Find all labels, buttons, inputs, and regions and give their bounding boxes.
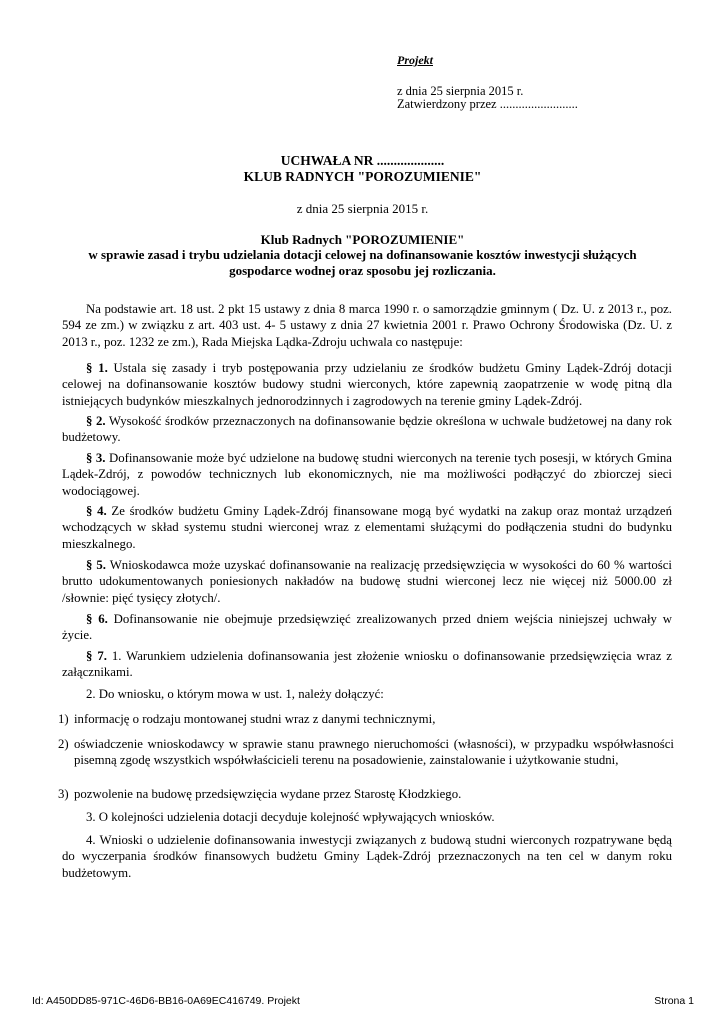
paragraph-symbol: § 6. [86, 612, 108, 626]
list-text: oświadczenie wnioskodawcy w sprawie stanu prawnego nieruchomości (własności), w przypadku współwłasności pisemną zgodę wszystkich współwłaścicieli terenu na posadowienie, zainstalowanie i użytkowanie studni, [74, 737, 674, 768]
paragraph-symbol: § 4. [86, 504, 107, 518]
resolution-number: UCHWAŁA NR .................... [280, 153, 445, 168]
paragraph-text: Dofinansowanie może być udzielone na budowę studni wierconych na terenie tych posesji, w których Gmina Lądek-Zdrój, z powodów technicznych lub ekonomicznych, nie ma możliwości podłączyć do zbiorczej sieci wodociągowej. [62, 451, 672, 498]
resolution-date: z dnia 25 sierpnia 2015 r. [296, 201, 429, 216]
resolution-subject [40, 247, 685, 278]
club-title: Klub Radnych "POROZUMIENIE" [260, 232, 465, 247]
header-approved: Zatwierdzony przez ......................... [397, 97, 578, 111]
list-number: 1) [58, 712, 69, 726]
list-number: 2) [58, 737, 69, 751]
paragraph-4 [62, 503, 672, 552]
paragraph-7 [62, 648, 672, 681]
paragraph-text: Wnioskodawca może uzyskać dofinansowanie na realizację przedsięwzięcia w wysokości do 60 % wartości brutto udokumentowanych poniesionych nakładów na budowę studni wierconej lecz nie więcej niż 5000.00 zł /słownie: pięć tysięcy złotych/. [62, 558, 672, 605]
page-number: Strona 1 [654, 995, 694, 1007]
header-date: z dnia 25 sierpnia 2015 r. [397, 84, 524, 98]
document-id: Id: A450DD85-971C-46D6-BB16-0A69EC416749. Projekt [32, 995, 300, 1007]
paragraph-text: Wysokość środków przeznaczonych na dofinansowanie będzie określona w uchwale budżetowej na dany rok budżetowy. [62, 414, 672, 445]
list-number: 3) [58, 787, 69, 801]
paragraph-text: Dofinansowanie nie obejmuje przedsięwzięć zrealizowanych przed dniem wejścia niniejszej uchwały w życie. [62, 612, 672, 643]
paragraph-symbol: § 3. [86, 451, 106, 465]
paragraph-text: Ustala się zasady i tryb postępowania przy udzielaniu ze środków budżetu Gminy Lądek-Zdrój dotacji celowej na dofinansowanie kosztów budowy studni wierconych, które zapewnią zaopatrzenie w wodę pitną dla istniejących budynków mieszkalnych jednorodzinnych i zagrodowych na terenie gminy Lądek-Zdrój. [62, 361, 672, 408]
list-item [58, 711, 674, 727]
projekt-label: Projekt [397, 53, 433, 67]
paragraph-5 [62, 557, 672, 606]
subject-line-2: gospodarce wodnej oraz sposobu jej rozliczania. [229, 262, 496, 278]
subject-line-1: w sprawie zasad i trybu udzielania dotacji celowej na dofinansowanie kosztów inwestycji służących [88, 247, 637, 262]
paragraph-text: Ze środków budżetu Gminy Lądek-Zdrój finansowane mogą być wydatki na zakup oraz montaż urządzeń wchodzących w skład systemu studni wierconej wraz z elementami służącymi do podłączenia studni do budynku mieszkalnego. [62, 504, 673, 551]
paragraph-7-point-3: 3. O kolejności udzielenia dotacji decyduje kolejność wpływających wniosków. [86, 810, 495, 824]
paragraph-2 [62, 413, 672, 446]
paragraph-symbol: § 5. [86, 558, 106, 572]
paragraph-1 [62, 360, 672, 409]
paragraph-symbol: § 1. [86, 361, 108, 375]
paragraph-6 [62, 611, 672, 644]
list-text: informację o rodzaju montowanej studni wraz z danymi technicznymi, [74, 712, 436, 726]
paragraph-7-point-2: 2. Do wniosku, o którym mowa w ust. 1, należy dołączyć: [86, 687, 384, 701]
preamble: Na podstawie art. 18 ust. 2 pkt 15 ustawy z dnia 8 marca 1990 r. o samorządzie gminnym ( Dz. U. z 2013 r., poz. 594 ze zm.) w związku z art. 403 ust. 4- 5 ustawy z dnia 27 kwietnia 2001 r. Prawo Ochrony Środowiska (Dz. U. z 2013 r., poz. 1232 ze zm.), Rada Miejska Lądka-Zdroju uchwala co następuje: [62, 302, 672, 349]
paragraph-7-point-4: 4. Wnioski o udzielenie dofinansowania inwestycji związanych z budową studni wierconych rozpatrywane będą do wyczerpania środków finansowych budżetu Gminy Lądek-Zdrój przeznaczonych na ten cel w danym roku budżetowym. [62, 833, 672, 880]
list-item [58, 786, 674, 802]
list-text: pozwolenie na budowę przedsięwzięcia wydane przez Starostę Kłodzkiego. [74, 787, 462, 801]
paragraph-symbol: § 2. [86, 414, 106, 428]
paragraph-3 [62, 450, 672, 499]
paragraph-text: 1. Warunkiem udzielenia dofinansowania jest złożenie wniosku o dofinansowanie przedsięwzięcia wraz z załącznikami. [62, 649, 672, 680]
club-name-heading: KLUB RADNYCH "POROZUMIENIE" [243, 169, 482, 184]
paragraph-symbol: § 7. [86, 649, 107, 663]
list-item [58, 736, 674, 769]
